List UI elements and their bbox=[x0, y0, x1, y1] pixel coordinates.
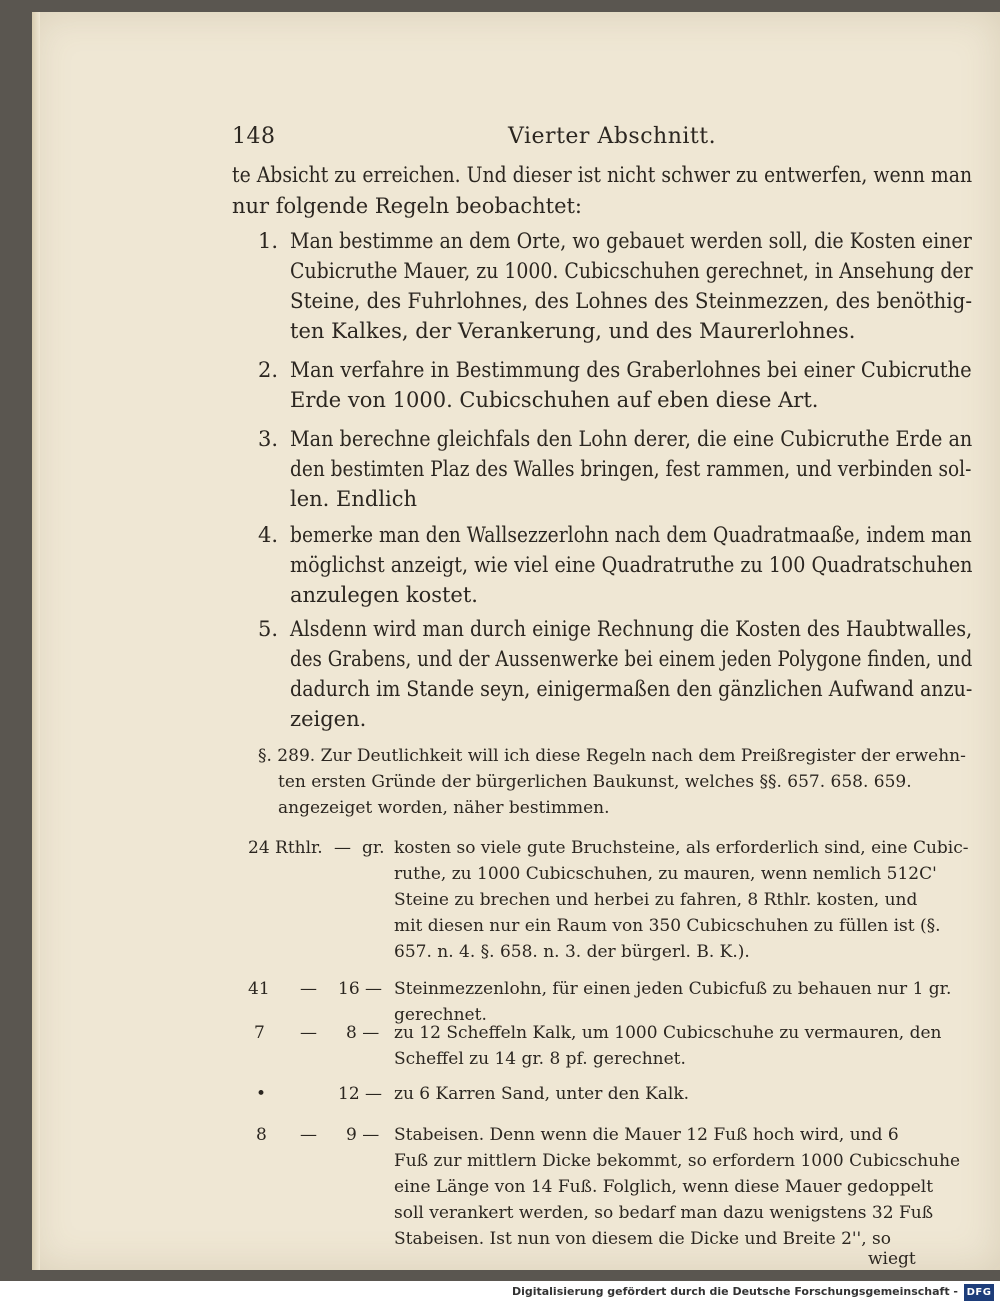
cost-line: eine Länge von 14 Fuß. Folglich, wenn diese Mauer gedoppelt bbox=[394, 1177, 934, 1197]
footer-bar bbox=[0, 1281, 1000, 1306]
scanned-page bbox=[32, 12, 1000, 1270]
rule-line: Erde von 1000. Cubicschuhen auf eben diese Art. bbox=[290, 388, 819, 412]
cost-gr: gr. bbox=[362, 838, 385, 858]
cost-rthlr: 24 Rthlr. bbox=[248, 838, 323, 858]
dfg-logo: DFG bbox=[964, 1284, 994, 1301]
rule-line: dadurch im Stande seyn, einigermaßen den gänzlichen Aufwand anzu- bbox=[290, 677, 973, 701]
cost-rthlr: 7 bbox=[254, 1023, 265, 1043]
cost-gr: 12 — bbox=[338, 1084, 383, 1104]
rule-line: Steine, des Fuhrlohnes, des Lohnes des Steinmezzen, des benöthig- bbox=[290, 289, 973, 313]
rule-line: Man bestimme an dem Orte, wo gebauet werden soll, die Kosten einer bbox=[290, 229, 972, 253]
cost-line: Steinmezzenlohn, für einen jeden Cubicfuß zu behauen nur 1 gr. bbox=[394, 979, 952, 999]
rule-number: 3. bbox=[258, 427, 279, 451]
cost-line: Stabeisen. Denn wenn die Mauer 12 Fuß hoch wird, und 6 bbox=[394, 1125, 899, 1145]
rule-line: len. Endlich bbox=[290, 487, 418, 511]
rule-line: Man berechne gleichfals den Lohn derer, die eine Cubicruthe Erde an bbox=[290, 427, 973, 451]
cost-dash: — bbox=[300, 979, 317, 999]
section-line: angezeiget worden, näher bestimmen. bbox=[278, 798, 610, 818]
cost-line: ruthe, zu 1000 Cubicschuhen, zu mauren, wenn nemlich 512C' bbox=[394, 864, 937, 884]
intro-line: te Absicht zu erreichen. Und dieser ist nicht schwer zu entwerfen, wenn man bbox=[232, 163, 973, 187]
section-line: §. 289. Zur Deutlichkeit will ich diese Regeln nach dem Preißregister der erwehn- bbox=[258, 746, 966, 766]
rule-number: 4. bbox=[258, 523, 279, 547]
rule-line: anzulegen kostet. bbox=[290, 583, 478, 607]
rule-line: zeigen. bbox=[290, 707, 367, 731]
cost-line: Stabeisen. Ist nun von diesem die Dicke und Breite 2'', so bbox=[394, 1229, 892, 1249]
rule-line: bemerke man den Wallsezzerlohn nach dem Quadratmaaße, indem man bbox=[290, 523, 972, 547]
cost-rthlr: • bbox=[256, 1084, 267, 1104]
cost-line: Steine zu brechen und herbei zu fahren, 8 Rthlr. kosten, und bbox=[394, 890, 918, 910]
rule-line: Alsdenn wird man durch einige Rechnung die Kosten des Haubtwalles, bbox=[290, 617, 973, 641]
section-line: ten ersten Gründe der bürgerlichen Baukunst, welches §§. 657. 658. 659. bbox=[278, 772, 912, 792]
intro-line: nur folgende Regeln beobachtet: bbox=[232, 194, 583, 218]
cost-dash: — bbox=[300, 1023, 317, 1043]
cost-line: 657. n. 4. §. 658. n. 3. der bürgerl. B. K.). bbox=[394, 942, 750, 962]
page-edge bbox=[32, 12, 40, 1270]
catchword: wiegt bbox=[868, 1249, 916, 1269]
cost-line: Fuß zur mittlern Dicke bekommt, so erfordern 1000 Cubicschuhe bbox=[394, 1151, 961, 1171]
running-title: Vierter Abschnitt. bbox=[508, 124, 717, 149]
funding-notice: Digitalisierung gefördert durch die Deutsche Forschungsgemeinschaft - bbox=[511, 1285, 958, 1298]
cost-line: kosten so viele gute Bruchsteine, als erforderlich sind, eine Cubic- bbox=[394, 838, 969, 858]
cost-rthlr: 8 bbox=[256, 1125, 267, 1145]
cost-line: zu 12 Scheffeln Kalk, um 1000 Cubicschuhe zu vermauren, den bbox=[394, 1023, 942, 1043]
rule-line: möglichst anzeigt, wie viel eine Quadratruthe zu 100 Quadratschuhen bbox=[290, 553, 973, 577]
cost-dash: — bbox=[300, 1125, 317, 1145]
rule-line: ten Kalkes, der Verankerung, und des Maurerlohnes. bbox=[290, 319, 856, 343]
rule-line: des Grabens, und der Aussenwerke bei einem jeden Polygone finden, und bbox=[290, 647, 973, 671]
rule-line: Man verfahre in Bestimmung des Graberlohnes bei einer Cubicruthe bbox=[290, 358, 972, 382]
cost-dash: — bbox=[334, 838, 351, 858]
cost-line: mit diesen nur ein Raum von 350 Cubicschuhen zu füllen ist (§. bbox=[394, 916, 941, 936]
cost-gr: 16 — bbox=[338, 979, 383, 999]
cost-line: soll verankert werden, so bedarf man dazu wenigstens 32 Fuß bbox=[394, 1203, 934, 1223]
cost-gr: 9 — bbox=[346, 1125, 380, 1145]
cost-line: gerechnet. bbox=[394, 1005, 487, 1025]
rule-number: 5. bbox=[258, 617, 279, 641]
page-number: 148 bbox=[232, 124, 276, 149]
rule-number: 2. bbox=[258, 358, 279, 382]
cost-gr: 8 — bbox=[346, 1023, 380, 1043]
rule-line: den bestimten Plaz des Walles bringen, fest rammen, und verbinden sol- bbox=[290, 457, 972, 481]
rule-line: Cubicruthe Mauer, zu 1000. Cubicschuhen gerechnet, in Ansehung der bbox=[290, 259, 973, 283]
rule-number: 1. bbox=[258, 229, 279, 253]
cost-line: zu 6 Karren Sand, unter den Kalk. bbox=[394, 1084, 690, 1104]
cost-rthlr: 41 bbox=[248, 979, 270, 999]
cost-line: Scheffel zu 14 gr. 8 pf. gerechnet. bbox=[394, 1049, 686, 1069]
